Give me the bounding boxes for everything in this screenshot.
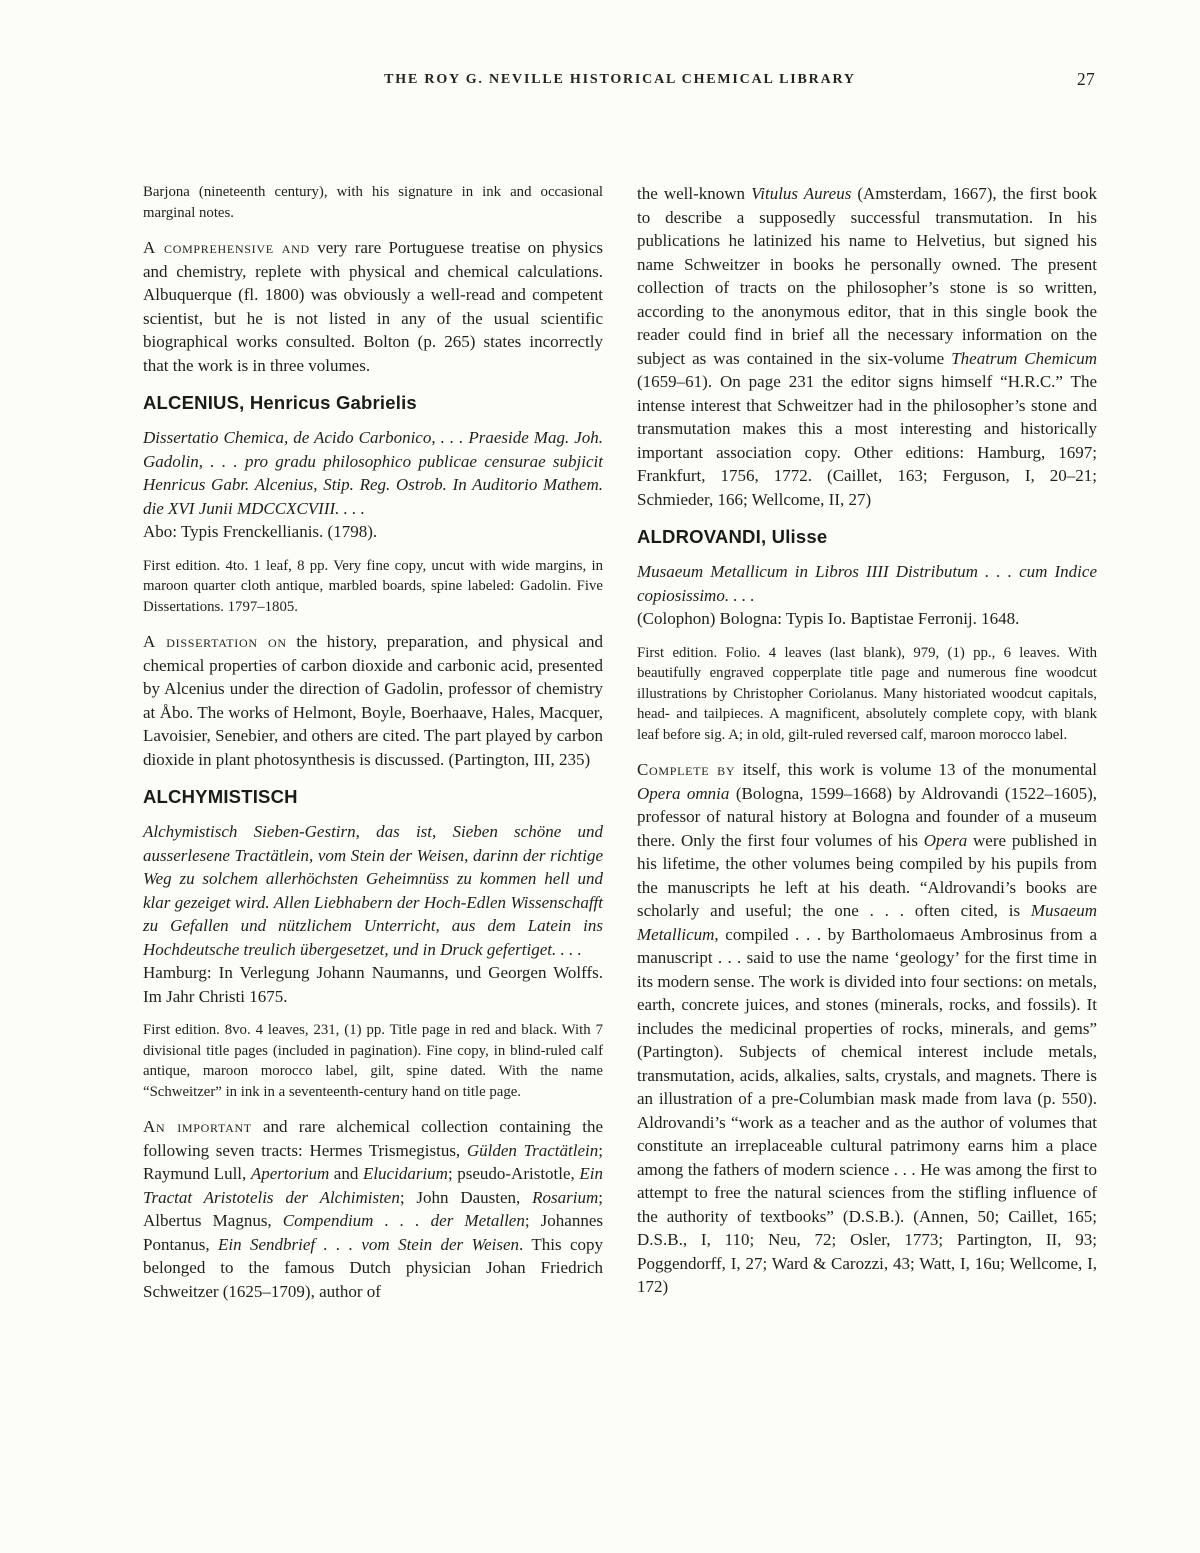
entry-paragraph — [637, 182, 1097, 511]
text-run: Ein Tractat Aristotelis der Alchimisten — [143, 1164, 603, 1207]
text-run: Dissertatio Chemica, de Acido Carbonico, . . . Praeside Mag. Joh. Gadolin, . . . pro gradu philosophico publicae censurae subjicit Henricus Gabr. Alcenius, Stip. Reg. Ostrob. In Auditorio Mathem. die XVI Junii MDCCXCVIII. . . . — [143, 428, 603, 518]
text-run: Compendium . . . der Metallen — [282, 1211, 525, 1230]
entry-collation-note: Barjona (nineteenth century), with his signature in ink and occasional marginal notes. — [143, 184, 603, 221]
text-run: Alchymistisch Sieben-Gestirn, das ist, Sieben schöne und ausserlesene Tractätlein, vom Stein der Weisen, darinn der richtige Weg zu solchem allerhöchsten Geheimnüss zu kommen hell und klar gezeiget wird. Allen Liebhabern der Hoch-Edlen Wissenschafft zu Gefallen und nützlichem Unterricht, aus dem Latein ins Hochdeutsche treulich übergesetzet, und in Druck gefertiget. . . . — [143, 822, 603, 959]
text-run: and rare alchemical collection containing the following seven tracts: Hermes Trismegistus, — [143, 1117, 603, 1160]
text-run: ; pseudo-Aristotle, — [447, 1164, 580, 1183]
text-run: Opera — [923, 830, 968, 850]
text-run: C — [637, 760, 650, 779]
text-run: , compiled . . . by Bartholomaeus Ambrosinus from a manuscript . . . said to use the name ‘geology’ for the first time in its modern sense. The work is divided into four sections: on metals, earth, concrete juices, and stones (minerals, rocks, and fossils). It includes the medicinal properties of rocks, minerals, and gems” (Partington). Subjects of chemical interest include metals, transmutation, acids, alkalies, salts, crystals, and magnets. There is an illustration of a pre-Columbian mask made from lava (p. 550). Aldrovandi’s “work as a teacher and as the author of volumes that constitute an irreplaceable cultural patrimony earns him a place among the fathers of modern science . . . He was among the first to attempt to free the natural sciences from the stifling influence of the authority of textbooks” (D.S.B.). (Annen, 50; Caillet, 165; D.S.B., I, 110; Neu, 72; Osler, 1773; Partington, II, 93; Poggendorff, I, 27; Ward & Carozzi, 43; Watt, I, 16u; Wellcome, I, 172) — [637, 924, 1097, 1296]
text-run: (Amsterdam, 1667), the first book to describe a supposedly successful transmutation. In his publications he latinized his name to Helvetius, but signed his name Schweitzer in books he personally owned. The present collection of tracts on the philosopher’s stone is so written, according to the anonymous editor, that in this single book the reader could find in brief all the necessary information on the subject as was contained in the six-volume — [637, 184, 1097, 368]
page-number: 27 — [1076, 69, 1095, 89]
text-run: Ein Sendbrief . . . vom Stein der Weisen — [217, 1234, 520, 1254]
entry-title — [143, 820, 603, 961]
text-run: A — [143, 1117, 156, 1136]
running-header-title: THE ROY G. NEVILLE HISTORICAL CHEMICAL LIBRARY — [384, 72, 856, 87]
entry-paragraph — [637, 758, 1097, 1299]
text-run: the history, preparation, and physical and chemical properties of carbon dioxide and carbonic acid, presented by Alcenius under the direction of Gadolin, professor of chemistry at Åbo. The works of Helmont, Boyle, Boerhaave, Hales, Macquer, Lavoisier, Senebier, and others are cited. The part played by carbon dioxide in plant photosynthesis is discussed. (Partington, III, 235) — [143, 632, 603, 769]
text-run: ; Albertus Magnus, — [143, 1187, 604, 1230]
text-run: ; John Dausten, — [399, 1187, 533, 1207]
text-run: Rosarium — [532, 1187, 599, 1207]
text-run: dissertation on — [155, 632, 287, 651]
entry-imprint: Abo: Typis Frenckellianis. (1798). — [143, 522, 378, 541]
text-run: omplete by — [649, 760, 736, 779]
running-head — [143, 69, 1097, 94]
text-run: ; Raymund Lull, — [143, 1140, 603, 1183]
right-column — [637, 182, 1097, 1312]
text-run: A — [143, 238, 156, 257]
entry-paragraph — [143, 630, 603, 771]
entry-heading: ALCHYMISTISCH — [143, 786, 298, 807]
entry-title — [143, 426, 603, 520]
entry-paragraph — [143, 236, 603, 377]
text-run: (Bologna, 1599–1668) by Aldrovandi (1522–1605), professor of natural history at Bologna and founder of a museum there. Only the first four volumes of his — [637, 783, 1097, 850]
entry-title — [637, 560, 1097, 607]
entry-heading: ALDROVANDI, Ulisse — [637, 526, 828, 547]
entry-imprint: Hamburg: In Verlegung Johann Naumanns, und Georgen Wolffs. Im Jahr Christi 1675. — [143, 963, 603, 1006]
text-run: itself, this work is volume 13 of the monumental — [735, 760, 1097, 779]
text-run: Elucidarium — [362, 1164, 448, 1183]
text-run: (1659–61). On page 231 the editor signs himself “H.R.C.” The intense interest that Schweitzer had in the philosopher’s stone and transmutation makes this a most interesting and historically important association copy. Other editions: Hamburg, 1697; Frankfurt, 1756, 1772. (Caillet, 163; Ferguson, I, 20–21; Schmieder, 166; Wellcome, II, 27) — [637, 372, 1097, 509]
entry-imprint: (Colophon) Bologna: Typis Io. Baptistae Ferronij. 1648. — [637, 609, 1020, 628]
entry-collation-note: First edition. 4to. 1 leaf, 8 pp. Very fine copy, uncut with wide margins, in maroon quarter cloth antique, marbled boards, spine labeled: Gadolin. Five Dissertations. 1797–1805. — [143, 557, 603, 615]
text-run: Vitulus Aureus — [751, 184, 852, 203]
text-run: Musaeum Metallicum — [637, 901, 1097, 944]
text-run: . This copy belonged to the famous Dutch physician Johan Friedrich Schweitzer (1625–1709), author of — [143, 1234, 604, 1301]
entry-collation-note: First edition. Folio. 4 leaves (last blank), 979, (1) pp., 6 leaves. With beautifully engraved copperplate title page and numerous fine woodcut illustrations by Christopher Coriolanus. Many historiated woodcut capitals, head- and tailpieces. A magnificent, absolutely complete copy, with blank leaf before sig. A; in old, gilt-ruled reversed calf, maroon morocco label. — [637, 644, 1097, 743]
two-column-text-area — [143, 182, 1097, 1316]
text-run: very rare Portuguese treatise on physics and chemistry, replete with physical and chemical calculations. Albuquerque (fl. 1800) was obviously a well-read and competent scientist, but he is not listed in any of the usual scientific biographical works consulted. Bolton (p. 265) states incorrectly that the work is in three volumes. — [143, 238, 604, 375]
text-run: and — [329, 1164, 363, 1183]
entry-collation-note: First edition. 8vo. 4 leaves, 231, (1) pp. Title page in red and black. With 7 divisional title pages (included in pagination). Fine copy, in blind-ruled calf antique, maroon morocco label, gilt, spine dated. With the name “Schweitzer” in ink in a seventeenth-century hand on title page. — [143, 1022, 603, 1100]
text-run: Opera omnia — [637, 783, 730, 803]
text-run: were published in his lifetime, the other volumes being compiled by his pupils from the manuscripts he left at his death. “Aldrovandi’s books are scholarly and useful; the one . . . often cited, is — [637, 830, 1097, 920]
left-column — [143, 182, 603, 1316]
entry-paragraph — [143, 1115, 603, 1303]
entry-heading: ALCENIUS, Henricus Gabrielis — [143, 392, 417, 413]
text-run: Gülden Tractätlein — [466, 1140, 599, 1160]
text-run: Musaeum Metallicum in Libros IIII Distributum . . . cum Indice copiosissimo. . . . — [637, 562, 1097, 605]
text-run: the well-known — [637, 184, 752, 203]
text-run: Apertorium — [250, 1164, 330, 1183]
text-run: Theatrum Chemicum — [951, 348, 1097, 368]
text-run: n important — [155, 1117, 252, 1136]
text-run: ; Johannes Pontanus, — [143, 1211, 603, 1254]
text-run: A — [143, 632, 156, 651]
text-run: comprehensive and — [155, 238, 310, 257]
